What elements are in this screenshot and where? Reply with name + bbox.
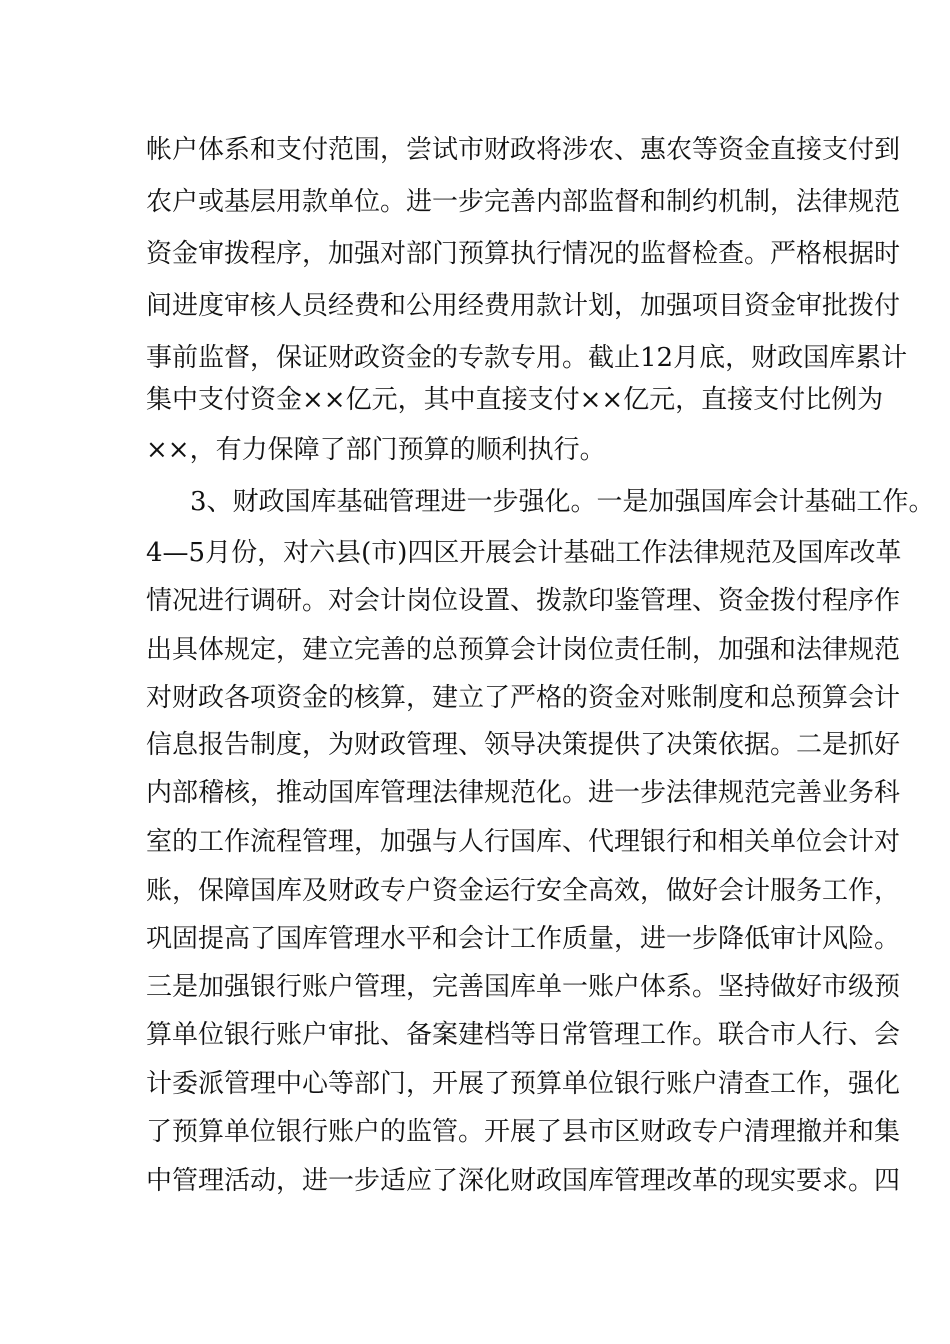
paragraph-2-line: 算单位银行账户审批、备案建档等日常管理工作。联合市人行、会 bbox=[146, 1020, 901, 1050]
paragraph-2-line: 对财政各项资金的核算，建立了严格的资金对账制度和总预算会计 bbox=[146, 683, 901, 713]
paragraph-1-line: ××，有力保障了部门预算的顺利执行。 bbox=[146, 435, 606, 465]
paragraph-2-line: 信息报告制度，为财政管理、领导决策提供了决策依据。二是抓好 bbox=[146, 730, 901, 760]
paragraph-2-line: 了预算单位银行账户的监管。开展了县市区财政专户清理撤并和集 bbox=[146, 1117, 901, 1147]
paragraph-2-line: 3、财政国库基础管理进一步强化。一是加强国库会计基础工作。 bbox=[190, 487, 935, 517]
paragraph-1-line: 资金审拨程序，加强对部门预算执行情况的监督检查。严格根据时 bbox=[146, 239, 901, 269]
paragraph-2-line: 情况进行调研。对会计岗位设置、拨款印鉴管理、资金拨付程序作 bbox=[146, 586, 901, 616]
paragraph-2-line: 出具体规定，建立完善的总预算会计岗位责任制，加强和法律规范 bbox=[146, 635, 901, 665]
paragraph-2-line: 室的工作流程管理，加强与人行国库、代理银行和相关单位会计对 bbox=[146, 827, 901, 857]
paragraph-1-line: 农户或基层用款单位。进一步完善内部监督和制约机制，法律规范 bbox=[146, 187, 901, 217]
paragraph-2-line: 巩固提高了国库管理水平和会计工作质量，进一步降低审计风险。 bbox=[146, 924, 901, 954]
paragraph-1-line: 帐户体系和支付范围，尝试市财政将涉农、惠农等资金直接支付到 bbox=[146, 135, 901, 165]
paragraph-1-line: 集中支付资金××亿元，其中直接支付××亿元，直接支付比例为 bbox=[146, 385, 884, 415]
paragraph-2-line: 内部稽核，推动国库管理法律规范化。进一步法律规范完善业务科 bbox=[146, 778, 901, 808]
paragraph-2-line: 三是加强银行账户管理，完善国库单一账户体系。坚持做好市级预 bbox=[146, 972, 901, 1002]
paragraph-1-line: 事前监督，保证财政资金的专款专用。截止12月底，财政国库累计 bbox=[146, 343, 908, 373]
paragraph-2-line: 中管理活动，进一步适应了深化财政国库管理改革的现实要求。四 bbox=[146, 1166, 901, 1196]
paragraph-2-line: 计委派管理中心等部门，开展了预算单位银行账户清查工作，强化 bbox=[146, 1069, 901, 1099]
paragraph-1-line: 间进度审核人员经费和公用经费用款计划，加强项目资金审批拨付 bbox=[146, 291, 901, 321]
paragraph-2-line: 4—5月份，对六县(市)四区开展会计基础工作法律规范及国库改革 bbox=[146, 538, 902, 568]
paragraph-2-line: 账，保障国库及财政专户资金运行安全高效，做好会计服务工作， bbox=[146, 876, 901, 906]
